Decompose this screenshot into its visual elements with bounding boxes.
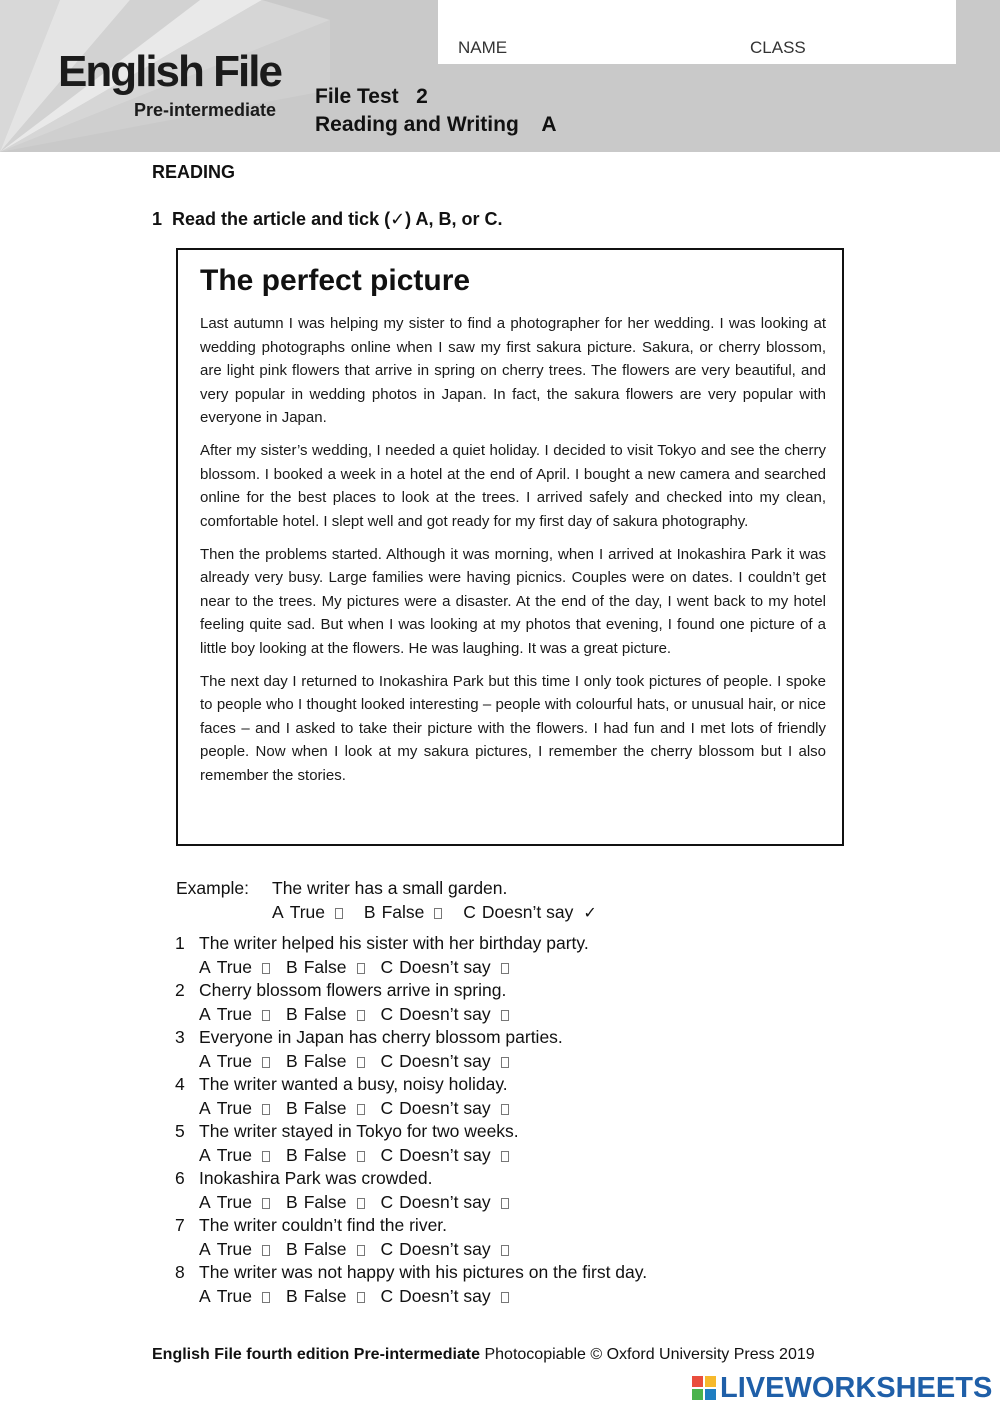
- question-number: 1: [175, 933, 185, 953]
- question-number: 4: [175, 1074, 185, 1094]
- answer-options: [199, 1003, 525, 1027]
- answer-options: [199, 1285, 525, 1309]
- option-true[interactable]: A True: [199, 1191, 270, 1215]
- section-heading: READING: [152, 162, 236, 182]
- answer-options: [199, 956, 525, 980]
- answer-options: [199, 1191, 525, 1215]
- question-number: 2: [175, 980, 185, 1000]
- checkbox-icon[interactable]: [501, 1151, 509, 1162]
- question-item: [175, 1261, 775, 1308]
- question-number: 5: [175, 1121, 185, 1141]
- page-header: [0, 0, 1000, 152]
- option-false[interactable]: B False: [286, 1144, 364, 1168]
- name-label: NAME: [458, 38, 508, 57]
- option-false[interactable]: B False: [286, 1191, 364, 1215]
- question-number: 7: [175, 1215, 185, 1235]
- option-false[interactable]: B False: [286, 1003, 364, 1027]
- question-item: [175, 1026, 775, 1073]
- checkbox-icon[interactable]: [262, 963, 270, 974]
- checkbox-icon[interactable]: [262, 1057, 270, 1068]
- checkbox-icon[interactable]: [262, 1151, 270, 1162]
- question-number: 8: [175, 1262, 185, 1282]
- liveworksheets-watermark: [692, 1373, 992, 1403]
- checkbox-icon[interactable]: [357, 963, 365, 974]
- checkbox-icon[interactable]: [357, 1057, 365, 1068]
- question-text: Inokashira Park was crowded.: [199, 1168, 433, 1188]
- checkbox-icon: [434, 908, 442, 919]
- class-label: CLASS: [750, 38, 806, 57]
- option-doesnt-say[interactable]: C Doesn’t say: [381, 1191, 509, 1215]
- example-text: The writer has a small garden.: [272, 878, 508, 898]
- option-true[interactable]: A True: [199, 1285, 270, 1309]
- liveworksheets-logo-icon: [692, 1376, 716, 1400]
- article-paragraph: Then the problems started. Although it was morning, when I arrived at Inokashira Park it was already very busy. Large families were having picnics. Couples were on dates. I couldn’t get near to the trees. My pictures were a disaster. At the end of the day, I went back to my hotel feeling quite sad. But when I was looking at my photos that evening, I found one picture of a little boy looking at the flowers. He was laughing. It was a great picture.: [200, 545, 826, 657]
- checkbox-icon[interactable]: [501, 1245, 509, 1256]
- answer-options: [199, 1050, 525, 1074]
- checkbox-icon[interactable]: [501, 1057, 509, 1068]
- article-box: [176, 248, 844, 846]
- option-false[interactable]: B False: [286, 1285, 364, 1309]
- option-doesnt-say[interactable]: C Doesn’t say: [381, 1238, 509, 1262]
- footer-copyright: English File fourth edition Pre-intermediate Photocopiable © Oxford University Press 2019: [152, 1346, 815, 1363]
- option-doesnt-say[interactable]: C Doesn’t say: [381, 1050, 509, 1074]
- question-text: Cherry blossom flowers arrive in spring.: [199, 980, 507, 1000]
- checkbox-icon[interactable]: [357, 1104, 365, 1115]
- checkbox-icon[interactable]: [357, 1292, 365, 1303]
- question-text: The writer wanted a busy, noisy holiday.: [199, 1074, 508, 1094]
- example-option-a: A True: [272, 901, 343, 925]
- answer-options: [199, 1238, 525, 1262]
- checkbox-icon[interactable]: [501, 1292, 509, 1303]
- option-false[interactable]: B False: [286, 1097, 364, 1121]
- instruction-text: 1 Read the article and tick (✓) A, B, or C.: [152, 209, 503, 229]
- option-true[interactable]: A True: [199, 1050, 270, 1074]
- question-list: [175, 932, 775, 1308]
- question-text: The writer helped his sister with her birthday party.: [199, 933, 589, 953]
- test-title: File Test 2: [315, 85, 428, 108]
- test-subtitle: Reading and Writing A: [315, 113, 557, 136]
- checkbox-icon[interactable]: [357, 1245, 365, 1256]
- checkbox-icon[interactable]: [262, 1245, 270, 1256]
- checkbox-icon[interactable]: [357, 1151, 365, 1162]
- option-doesnt-say[interactable]: C Doesn’t say: [381, 1285, 509, 1309]
- brand-title: English File: [58, 47, 281, 96]
- option-false[interactable]: B False: [286, 1238, 364, 1262]
- checkbox-icon[interactable]: [262, 1104, 270, 1115]
- example-options: [272, 901, 613, 925]
- option-false[interactable]: B False: [286, 956, 364, 980]
- option-doesnt-say[interactable]: C Doesn’t say: [381, 1144, 509, 1168]
- option-true[interactable]: A True: [199, 1097, 270, 1121]
- article-paragraph: The next day I returned to Inokashira Park but this time I only took pictures of people. I spoke to people who I thought looked interesting – people with colourful hats, or unusual hair, or nice faces – and I asked to take their picture with the flowers. I had fun and I met lots of friendly people. Now when I look at my sakura pictures, I remember the cherry blossom but I also remember the stories.: [200, 672, 826, 784]
- checkbox-icon[interactable]: [262, 1010, 270, 1021]
- checkbox-icon[interactable]: [501, 1010, 509, 1021]
- checkbox-icon[interactable]: [262, 1198, 270, 1209]
- option-doesnt-say[interactable]: C Doesn’t say: [381, 1003, 509, 1027]
- option-false[interactable]: B False: [286, 1050, 364, 1074]
- answer-options: [199, 1097, 525, 1121]
- option-true[interactable]: A True: [199, 1238, 270, 1262]
- question-text: The writer couldn’t find the river.: [199, 1215, 448, 1235]
- example-label: Example:: [176, 878, 249, 898]
- checkbox-icon[interactable]: [501, 1104, 509, 1115]
- question-item: [175, 1214, 775, 1261]
- question-number: 3: [175, 1027, 185, 1047]
- checkbox-icon[interactable]: [357, 1198, 365, 1209]
- watermark-text: LIVEWORKSHEETS: [720, 1372, 993, 1404]
- question-item: [175, 1167, 775, 1214]
- question-item: [175, 1073, 775, 1120]
- tick-icon: ✓: [583, 903, 597, 922]
- checkbox-icon[interactable]: [501, 1198, 509, 1209]
- question-text: The writer was not happy with his pictures on the first day.: [199, 1262, 648, 1282]
- brand-subtitle: Pre-intermediate: [134, 100, 277, 120]
- question-number: 6: [175, 1168, 185, 1188]
- article-paragraph: After my sister’s wedding, I needed a quiet holiday. I decided to visit Tokyo and see the cherry blossom. I booked a week in a hotel at the end of April. I bought a new camera and searched online for the best places to look at the trees. I arrived safely and checked into my clean, comfortable hotel. I slept well and got ready for my first day of sakura photography.: [200, 442, 826, 530]
- question-text: The writer stayed in Tokyo for two weeks.: [199, 1121, 519, 1141]
- checkbox-icon[interactable]: [501, 963, 509, 974]
- article-body: [200, 312, 826, 797]
- option-true[interactable]: A True: [199, 1144, 270, 1168]
- checkbox-icon[interactable]: [262, 1292, 270, 1303]
- option-true[interactable]: A True: [199, 956, 270, 980]
- article-title: The perfect picture: [200, 264, 471, 297]
- option-doesnt-say[interactable]: C Doesn’t say: [381, 1097, 509, 1121]
- checkbox-icon: [335, 908, 343, 919]
- question-item: [175, 979, 775, 1026]
- option-doesnt-say[interactable]: C Doesn’t say: [381, 956, 509, 980]
- answer-options: [199, 1144, 525, 1168]
- question-text: Everyone in Japan has cherry blossom parties.: [199, 1027, 563, 1047]
- option-true[interactable]: A True: [199, 1003, 270, 1027]
- name-class-box: [438, 0, 956, 64]
- article-paragraph: Last autumn I was helping my sister to find a photographer for her wedding. I was looking at wedding photographs online when I saw my first sakura picture. Sakura, or cherry blossom, are light pink flowers that arrive in spring on cherry trees. The flowers are very beautiful, and very popular in wedding photos in Japan. In fact, the sakura flowers are very popular with everyone in Japan.: [200, 315, 826, 426]
- example-option-b: B False: [364, 901, 442, 925]
- question-item: [175, 932, 775, 979]
- checkbox-icon[interactable]: [357, 1010, 365, 1021]
- question-item: [175, 1120, 775, 1167]
- example-option-c: C Doesn’t say ✓: [463, 901, 596, 925]
